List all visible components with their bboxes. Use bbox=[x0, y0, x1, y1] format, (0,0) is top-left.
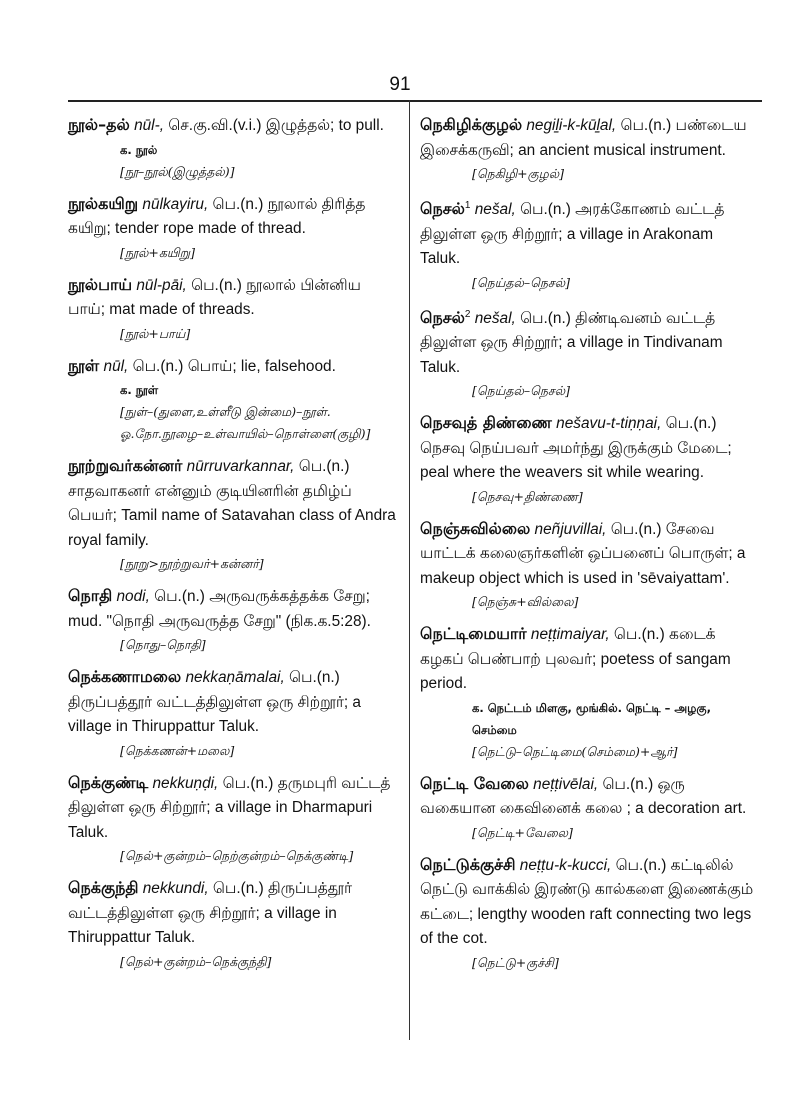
homonym-number: 1 bbox=[464, 200, 471, 211]
headword: நொதி bbox=[68, 586, 113, 605]
transliteration: nešavu-t-tiṇṇai, bbox=[556, 415, 662, 433]
transliteration: neṭṭivēlai, bbox=[533, 775, 599, 793]
dictionary-entry bbox=[68, 354, 402, 446]
entry-body bbox=[420, 303, 756, 381]
definition: பெ.(n.) சாதவாகனர் என்னும் குடியினரின் தமிழ்ப் பெயர்; Tamil name of Satavahan class of Andra royal family. bbox=[68, 458, 396, 549]
dictionary-entry bbox=[68, 454, 402, 575]
transliteration: nodi, bbox=[116, 588, 150, 605]
dictionary-entry bbox=[68, 771, 402, 868]
definition: பெ.(n.) திருப்பத்தூர் வட்டத்திலுள்ள ஒரு சிற்றூர்; a village in Thiruppattur Taluk. bbox=[68, 880, 353, 946]
etymology: [நுள்–(துளை,உள்ளீடு இன்மை)–நூள். ஓ.நோ.நூழை–உள்வாயில்–நொள்ளை(குழி)] bbox=[120, 404, 371, 441]
entry-body bbox=[420, 853, 756, 952]
definition: பெ.(n.) அருவருக்கத்தக்க சேறு; mud. "நொதி அருவருத்த சேறு" (நிக.க.5:28). bbox=[68, 588, 371, 630]
headword: நெக்கணாமலை bbox=[68, 667, 182, 686]
dictionary-entry bbox=[68, 876, 402, 973]
left-column bbox=[68, 113, 402, 982]
dictionary-entry bbox=[420, 853, 756, 974]
entry-body bbox=[420, 772, 756, 822]
headword: நெட்டிமையார் bbox=[420, 624, 527, 644]
entry-body bbox=[68, 273, 402, 323]
transliteration: nekkundi, bbox=[142, 880, 209, 897]
transliteration: nūlkayiru, bbox=[142, 195, 209, 213]
dictionary-entry bbox=[420, 411, 756, 508]
homonym-number: 2 bbox=[464, 308, 471, 320]
dictionary-entry bbox=[420, 194, 756, 294]
entry-body bbox=[68, 771, 402, 846]
cognate-note: க. நூல் bbox=[120, 142, 158, 157]
headword: நூல்–தல் bbox=[68, 115, 130, 134]
transliteration: nešal, bbox=[474, 201, 516, 219]
definition: பெ.(n.) சேவை யாட்டக் கலைஞர்களின் ஒப்பனைப் பொருள்; a makeup object which is used in 'sēvaiyattam'. bbox=[420, 520, 746, 587]
definition: பெ.(n.) பண்டைய இசைக்கருவி; an ancient musical instrument. bbox=[420, 117, 747, 159]
etymology: [நூல்+பாய்] bbox=[120, 325, 191, 341]
transliteration: neṭṭimaiyar, bbox=[530, 626, 610, 644]
transliteration: nešal, bbox=[474, 309, 516, 327]
transliteration: neñjuvillai, bbox=[534, 520, 607, 538]
definition: பெ.(n.) திண்டிவனம் வட்டத் திலுள்ள ஒரு சிற்றூர்; a village in Tindivanam Taluk. bbox=[420, 309, 723, 376]
entry-body bbox=[68, 665, 402, 740]
headword: நெட்டி வேலை bbox=[420, 773, 529, 793]
transliteration: nūl-, bbox=[134, 117, 165, 134]
etymology: [நெய்தல்–நெசல்] bbox=[472, 383, 571, 399]
etymology: [நெஞ்சு+வில்லை] bbox=[472, 594, 579, 610]
headword: நூற்றுவர்கன்னர் bbox=[68, 456, 183, 475]
headword: நெகிழிக்குழல் bbox=[420, 115, 523, 134]
etymology: [நெல்+குன்றம்–நெக்குந்தி] bbox=[120, 953, 272, 969]
etymology: [நெசவு+திண்ணை] bbox=[472, 488, 583, 504]
cognate-note: க. நூள் bbox=[120, 383, 159, 397]
etymology: [நூ–நூல்(இழுத்தல்)] bbox=[120, 163, 235, 179]
etymology: [நெல்+குன்றம்–நெற்குன்றம்–நெக்குண்டி] bbox=[120, 848, 354, 863]
definition: பெ.(n.) நூலால் திரித்த கயிறு; tender rope made of thread. bbox=[68, 195, 366, 237]
definition: பெ.(n.) பொய்; lie, falsehood. bbox=[132, 357, 336, 375]
transliteration: nekkaṇāmalai, bbox=[185, 669, 285, 686]
definition: பெ.(n.) ஒரு வகையான கைவினைக் கலை ; a decoration art. bbox=[420, 775, 747, 818]
headword: நூள் bbox=[68, 355, 100, 375]
right-column bbox=[420, 113, 756, 983]
entry-body bbox=[420, 517, 756, 592]
definition: பெ.(n.) கடைக் கழகப் பெண்பாற் புலவர்; poetess of sangam period. bbox=[420, 626, 731, 693]
etymology: [நெகிழி+குழல்] bbox=[472, 166, 564, 181]
etymology: [நெட்டு+குச்சி] bbox=[472, 954, 559, 970]
etymology: [நெட்டு–நெட்டிமை(செம்மை)+ஆர்] bbox=[472, 743, 678, 759]
cognate-note: க. நெட்டம் மிளகு, மூங்கில். நெட்டி – அழகு, செம்மை bbox=[472, 700, 711, 737]
headword: நூல்பாய் bbox=[68, 274, 133, 294]
etymology: [நெய்தல்–நெசல்] bbox=[472, 274, 571, 290]
dictionary-entry bbox=[68, 584, 402, 656]
definition: பெ.(n.) திருப்பத்தூர் வட்டத்திலுள்ள ஒரு சிற்றூர்; a village in Thiruppattur Taluk. bbox=[68, 669, 361, 735]
headword: நெஞ்சுவில்லை bbox=[420, 518, 531, 538]
etymology: [நூல்+கயிறு] bbox=[120, 244, 195, 260]
entry-body bbox=[68, 113, 402, 139]
headword: நெசல் bbox=[420, 199, 465, 219]
dictionary-entry bbox=[68, 273, 402, 345]
etymology: [நெக்கணன்+மலை] bbox=[120, 742, 235, 758]
column-divider bbox=[409, 100, 410, 1040]
entry-body bbox=[68, 876, 402, 951]
page-number: 91 bbox=[389, 74, 411, 95]
transliteration: nūl, bbox=[103, 357, 129, 375]
entry-body bbox=[420, 411, 756, 486]
dictionary-entry bbox=[420, 113, 756, 185]
entry-body bbox=[420, 113, 756, 163]
headword: நெக்குந்தி bbox=[68, 878, 139, 897]
definition: பெ.(n.) நூலால் பின்னிய பாய்; mat made of threads. bbox=[68, 276, 361, 318]
transliteration: neṭṭu-k-kucci, bbox=[519, 856, 612, 874]
header-rule bbox=[68, 100, 762, 102]
entry-body bbox=[68, 354, 402, 380]
definition: பெ.(n.) கட்டிலில் நெட்டு வாக்கில் இரண்டு கால்களை இணைக்கும் கட்டை; lengthy wooden raft connecting two legs of the cot. bbox=[420, 856, 754, 948]
definition: செ.கு.வி.(v.i.) இழுத்தல்; to pull. bbox=[168, 117, 384, 134]
etymology: [நொது–நொதி] bbox=[120, 637, 206, 652]
dictionary-entry bbox=[68, 665, 402, 762]
transliteration: nūrruvarkannar, bbox=[186, 458, 295, 475]
dictionary-entry bbox=[420, 772, 756, 844]
entry-body bbox=[68, 454, 402, 553]
definition: பெ.(n.) நெசவு நெய்பவர் அமர்ந்து இருக்கும் மேடை; peal where the weavers sit while wearing. bbox=[420, 415, 732, 482]
headword: நெக்குண்டி bbox=[68, 772, 149, 792]
entry-body bbox=[420, 622, 756, 697]
dictionary-entry bbox=[420, 303, 756, 403]
transliteration: nekkuṇḍi, bbox=[152, 774, 219, 792]
entry-body bbox=[420, 194, 756, 272]
definition: பெ.(n.) தருமபுரி வட்டத் திலுள்ள ஒரு சிற்றூர்; a village in Dharmapuri Taluk. bbox=[68, 774, 391, 841]
headword: நெசவுத் திண்ணை bbox=[420, 413, 552, 433]
dictionary-entry bbox=[420, 622, 756, 763]
headword: நெட்டுக்குச்சி bbox=[420, 854, 516, 874]
entry-body bbox=[68, 192, 402, 242]
etymology: [நெட்டி+வேலை] bbox=[472, 824, 573, 840]
etymology: [நூறு>நூற்றுவர்+கன்னர்] bbox=[120, 556, 264, 571]
headword: நூல்கயிறு bbox=[68, 193, 139, 213]
entry-body bbox=[68, 584, 402, 634]
headword: நெசல் bbox=[420, 307, 465, 327]
definition: பெ.(n.) அரக்கோணம் வட்டத் திலுள்ள ஒரு சிற்றூர்; a village in Arakonam Taluk. bbox=[420, 201, 725, 268]
transliteration: negiḻi-k-kūḻal, bbox=[526, 117, 617, 134]
transliteration: nūl-pāi, bbox=[136, 276, 187, 294]
dictionary-entry bbox=[420, 517, 756, 614]
dictionary-entry bbox=[68, 113, 402, 183]
dictionary-entry bbox=[68, 192, 402, 264]
